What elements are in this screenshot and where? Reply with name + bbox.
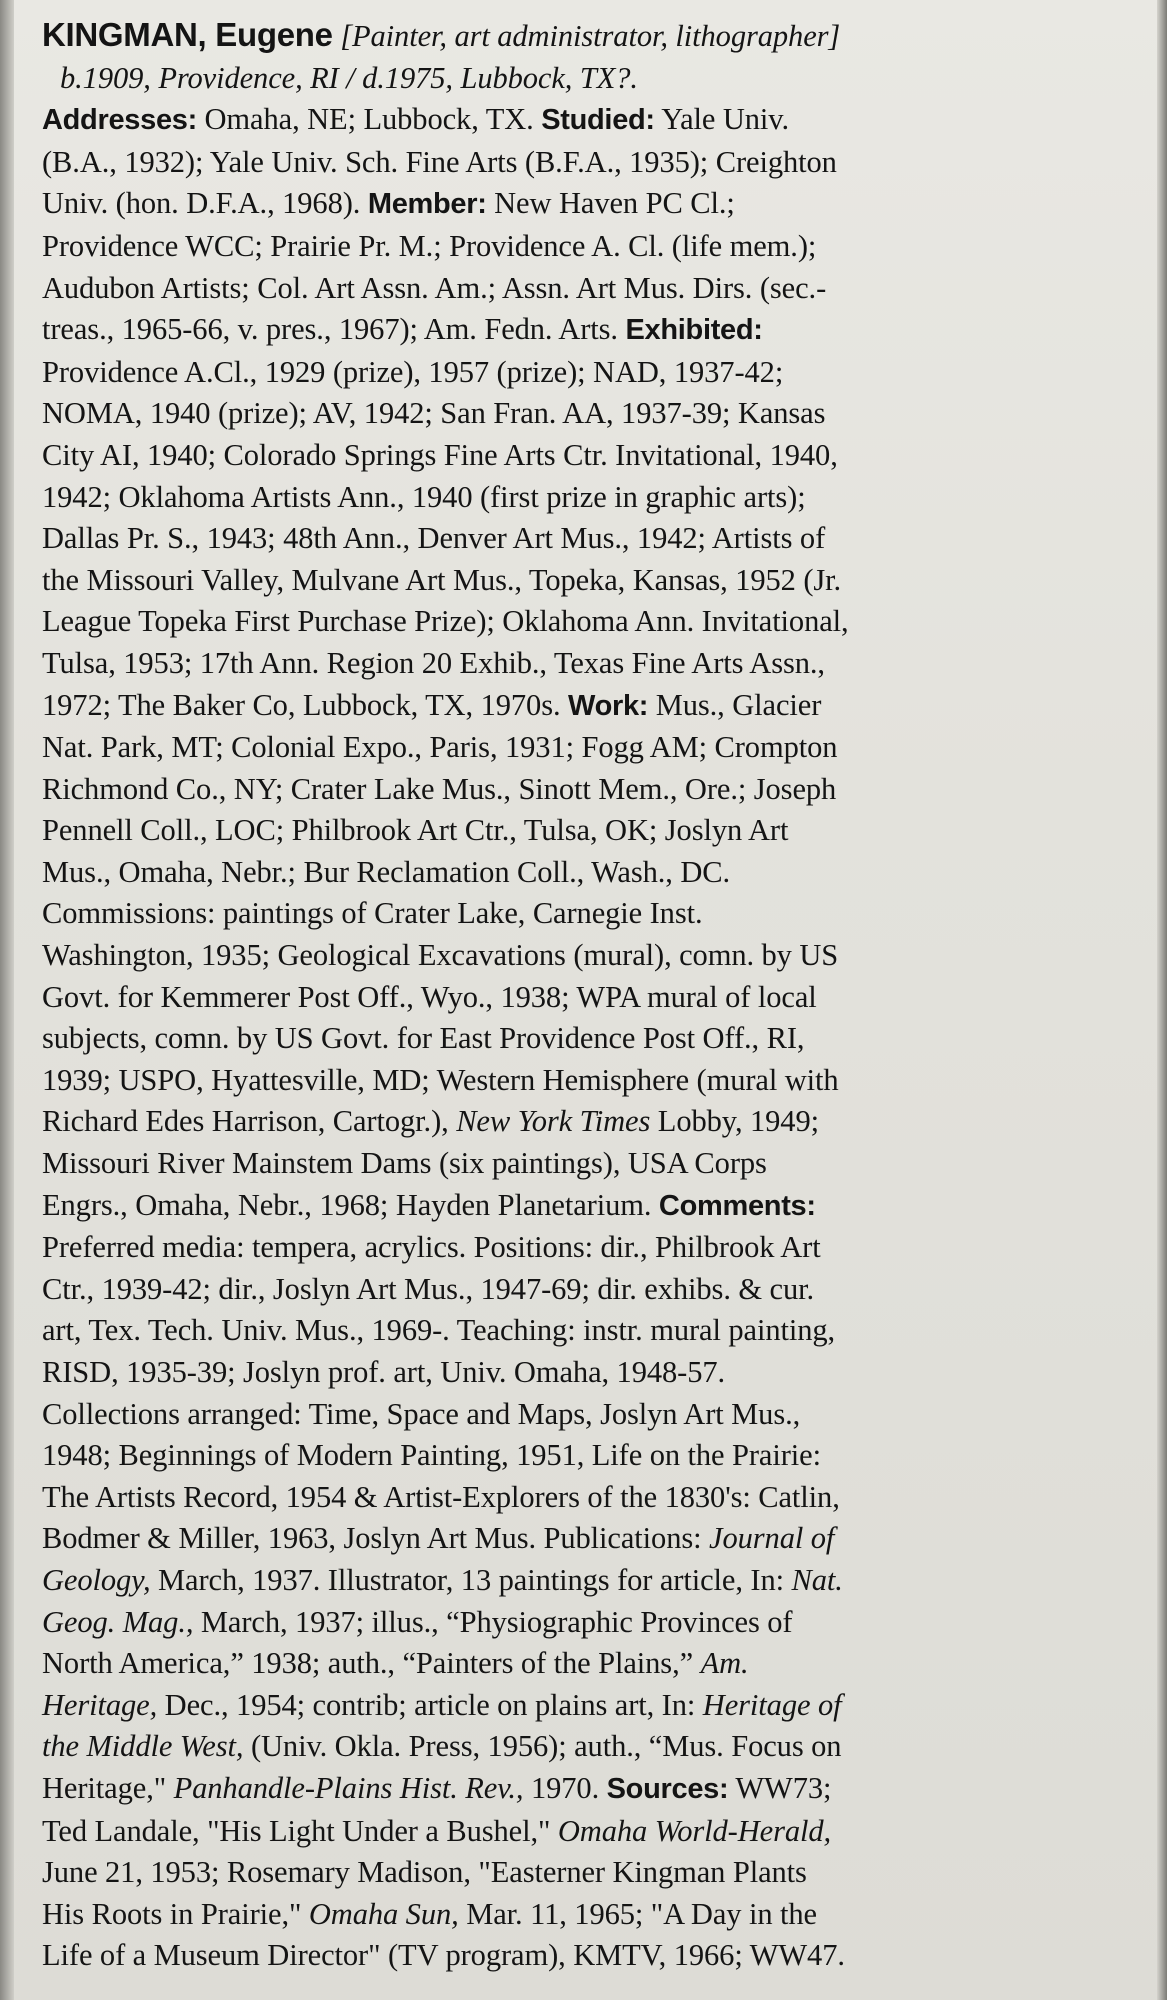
page-edge-right bbox=[1157, 0, 1167, 2000]
entry-text-line bbox=[42, 1726, 1122, 1768]
body-text: League Topeka First Purchase Prize); Oklahoma Ann. Invitational, bbox=[42, 604, 849, 639]
body-text: Engrs., Omaha, Nebr., 1968; Hayden Planetarium. bbox=[42, 1187, 659, 1222]
entry-text-line bbox=[42, 1435, 1122, 1477]
body-text: NOMA, 1940 (prize); AV, 1942; San Fran. AA, 1937-39; Kansas bbox=[42, 396, 826, 431]
body-text: The Artists Record, 1954 & Artist-Explorers of the 1830's: Catlin, bbox=[42, 1479, 840, 1514]
body-text: Dec., 1954; contrib; article on plains art, In: bbox=[157, 1687, 703, 1722]
entry-text-line bbox=[42, 1477, 1122, 1519]
entry-text-line bbox=[42, 685, 1122, 728]
entry-text-line bbox=[42, 1685, 1122, 1727]
body-text: June 21, 1953; Rosemary Madison, "Easterner Kingman Plants bbox=[42, 1855, 807, 1890]
entry-text-line bbox=[42, 769, 1122, 811]
italic-text: Panhandle-Plains Hist. Rev., bbox=[173, 1770, 524, 1805]
entry-text-line bbox=[42, 1894, 1122, 1936]
entry-text-line bbox=[42, 352, 1122, 394]
entry-text-line bbox=[42, 1852, 1122, 1894]
entry-text-line bbox=[42, 518, 1122, 560]
italic-text: Heritage of bbox=[702, 1687, 842, 1722]
entry-text-line bbox=[42, 1352, 1122, 1394]
section-heading: Studied: bbox=[541, 104, 655, 137]
body-text: Washington, 1935; Geological Excavations (mural), comn. by US bbox=[42, 938, 839, 973]
entry-text-line bbox=[42, 1394, 1122, 1436]
italic-text: Geology, bbox=[42, 1562, 151, 1597]
entry-text-line bbox=[42, 142, 1122, 184]
page-edge-left bbox=[0, 0, 14, 2000]
body-text: Mar. 11, 1965; "A Day in the bbox=[458, 1896, 817, 1931]
entry-text-line bbox=[42, 977, 1122, 1019]
body-text: 1939; USPO, Hyattesville, MD; Western Hemisphere (mural with bbox=[42, 1062, 839, 1097]
entry-text-line bbox=[42, 1101, 1122, 1143]
entry-text-line bbox=[42, 1602, 1122, 1644]
body-text: (Univ. Okla. Press, 1956); auth., “Mus. Focus on bbox=[243, 1729, 842, 1764]
entry-text-line bbox=[42, 935, 1122, 977]
body-text: March, 1937; illus., “Physiographic Provinces of bbox=[193, 1604, 793, 1639]
entry-text-line bbox=[42, 1269, 1122, 1311]
body-text: Yale Univ. bbox=[654, 102, 789, 137]
italic-text: Am. bbox=[700, 1646, 749, 1681]
body-text: Providence WCC; Prairie Pr. M.; Providence A. Cl. (life mem.); bbox=[42, 228, 817, 263]
entry-text-line bbox=[42, 393, 1122, 435]
body-text: the Missouri Valley, Mulvane Art Mus., Topeka, Kansas, 1952 (Jr. bbox=[42, 562, 842, 597]
entry-text-line bbox=[42, 852, 1122, 894]
italic-text: Geog. Mag., bbox=[42, 1604, 194, 1639]
body-text: His Roots in Prairie," bbox=[42, 1896, 309, 1931]
body-text: Ctr., 1939-42; dir., Joslyn Art Mus., 1947-69; dir. exhibs. & cur. bbox=[42, 1271, 815, 1306]
body-text: 1942; Oklahoma Artists Ann., 1940 (first prize in graphic arts); bbox=[42, 479, 806, 514]
body-text: Bodmer & Miller, 1963, Joslyn Art Mus. Publications: bbox=[42, 1521, 710, 1556]
entry-text-line bbox=[42, 893, 1122, 935]
entry-text-line bbox=[42, 1143, 1122, 1185]
body-text: Tulsa, 1953; 17th Ann. Region 20 Exhib., Texas Fine Arts Assn., bbox=[42, 645, 825, 680]
entry-text-line bbox=[42, 1518, 1122, 1560]
entry-text-line bbox=[42, 1768, 1122, 1811]
entry-text-line bbox=[42, 226, 1122, 268]
body-text: 1970. bbox=[523, 1770, 607, 1805]
body-text: Richmond Co., NY; Crater Lake Mus., Sinott Mem., Ore.; Joseph bbox=[42, 771, 837, 806]
entry-text-line bbox=[42, 1060, 1122, 1102]
entry-text-line bbox=[42, 1935, 1122, 1977]
body-text: 1948; Beginnings of Modern Painting, 1951, Life on the Prairie: bbox=[42, 1438, 821, 1473]
body-text: City AI, 1940; Colorado Springs Fine Arts Ctr. Invitational, 1940, bbox=[42, 437, 838, 472]
body-text: Commissions: paintings of Crater Lake, Carnegie Inst. bbox=[42, 896, 703, 931]
italic-text: New York Times bbox=[456, 1104, 651, 1139]
entry-text-line bbox=[42, 1227, 1122, 1269]
body-text: Providence A.Cl., 1929 (prize), 1957 (prize); NAD, 1937-42; bbox=[42, 354, 784, 389]
italic-text: [Painter, art administrator, lithographer] bbox=[340, 19, 841, 53]
italic-text: b.1909, Providence, RI / d.1975, Lubbock, TX?. bbox=[60, 60, 638, 95]
section-heading: Comments: bbox=[658, 1189, 816, 1222]
body-text: WW73; bbox=[728, 1770, 832, 1805]
body-text: Audubon Artists; Col. Art Assn. Am.; Assn. Art Mus. Dirs. (sec.- bbox=[42, 270, 827, 305]
body-text: Omaha, NE; Lubbock, TX. bbox=[196, 102, 542, 137]
section-heading: Member: bbox=[367, 188, 487, 221]
body-text: Pennell Coll., LOC; Philbrook Art Ctr., Tulsa, OK; Joslyn Art bbox=[42, 813, 789, 848]
section-heading: Work: bbox=[568, 689, 649, 722]
body-text: Life of a Museum Director" (TV program), KMTV, 1966; WW47. bbox=[42, 1938, 845, 1973]
body-text: Govt. for Kemmerer Post Off., Wyo., 1938; WPA mural of local bbox=[42, 979, 817, 1014]
entry-text-line bbox=[42, 309, 1122, 352]
section-heading: Addresses: bbox=[42, 104, 197, 137]
body-text: March, 1937. Illustrator, 13 paintings for article, In: bbox=[150, 1562, 792, 1597]
body-text: Dallas Pr. S., 1943; 48th Ann., Denver Art Mus., 1942; Artists of bbox=[42, 521, 826, 556]
entry-text-line bbox=[42, 1310, 1122, 1352]
entry-text-line bbox=[42, 1643, 1122, 1685]
entry-text-line bbox=[42, 1560, 1122, 1602]
entry-heading-line bbox=[42, 14, 1122, 58]
body-text: Richard Edes Harrison, Cartogr.), bbox=[42, 1104, 457, 1139]
body-text: RISD, 1935-39; Joslyn prof. art, Univ. Omaha, 1948-57. bbox=[42, 1355, 726, 1389]
entry-text-line bbox=[42, 601, 1122, 643]
italic-text: the Middle West, bbox=[42, 1729, 244, 1764]
entry-text-line bbox=[42, 643, 1122, 685]
body-text: Mus., Omaha, Nebr.; Bur Reclamation Coll., Wash., DC. bbox=[42, 854, 731, 889]
entry-text-line bbox=[42, 1811, 1122, 1853]
italic-text: Omaha Sun, bbox=[308, 1896, 459, 1931]
section-heading: Sources: bbox=[606, 1772, 729, 1805]
entry-text-line bbox=[42, 727, 1122, 769]
body-text: 1972; The Baker Co, Lubbock, TX, 1970s. bbox=[42, 687, 569, 722]
entry-text-line bbox=[42, 99, 1122, 142]
body-text: Lobby, 1949; bbox=[650, 1104, 819, 1139]
entry-text-line bbox=[42, 1185, 1122, 1228]
body-text: (B.A., 1932); Yale Univ. Sch. Fine Arts (B.F.A., 1935); Creighton bbox=[42, 144, 837, 179]
body-text: Univ. (hon. D.F.A., 1968). bbox=[42, 186, 368, 221]
italic-text: Heritage, bbox=[42, 1687, 158, 1722]
italic-text: Nat. bbox=[791, 1562, 843, 1597]
body-text: New Haven PC Cl.; bbox=[486, 186, 735, 221]
entry-text-line bbox=[42, 58, 1122, 100]
entry-text-line bbox=[42, 183, 1122, 226]
body-text: Collections arranged: Time, Space and Maps, Joslyn Art Mus., bbox=[42, 1396, 801, 1431]
entry-text-line bbox=[42, 810, 1122, 852]
entry-text-line bbox=[42, 268, 1122, 310]
body-text: art, Tex. Tech. Univ. Mus., 1969-. Teaching: instr. mural painting, bbox=[42, 1313, 836, 1348]
body-text: Nat. Park, MT; Colonial Expo., Paris, 1931; Fogg AM; Crompton bbox=[42, 730, 838, 765]
italic-text: Omaha World-Herald, bbox=[557, 1813, 832, 1848]
biography-entry bbox=[42, 14, 1122, 1977]
body-text: Preferred media: tempera, acrylics. Positions: dir., Philbrook Art bbox=[42, 1230, 821, 1265]
body-text: Heritage," bbox=[42, 1770, 174, 1805]
entry-text-line bbox=[42, 560, 1122, 602]
body-text: subjects, comn. by US Govt. for East Providence Post Off., RI, bbox=[42, 1021, 805, 1056]
body-text: North America,” 1938; auth., “Painters of the Plains,” bbox=[42, 1646, 701, 1681]
entry-text-line bbox=[42, 1018, 1122, 1060]
body-text: Missouri River Mainstem Dams (six paintings), USA Corps bbox=[42, 1146, 767, 1181]
body-text: Mus., Glacier bbox=[648, 687, 822, 722]
entry-text-line bbox=[42, 477, 1122, 519]
italic-text: Journal of bbox=[709, 1521, 835, 1556]
entry-text-line bbox=[42, 435, 1122, 477]
artist-name: KINGMAN, Eugene bbox=[42, 16, 333, 53]
body-text: treas., 1965-66, v. pres., 1967); Am. Fedn. Arts. bbox=[42, 312, 626, 347]
body-text: Ted Landale, "His Light Under a Bushel," bbox=[42, 1813, 558, 1848]
section-heading: Exhibited: bbox=[625, 314, 763, 347]
